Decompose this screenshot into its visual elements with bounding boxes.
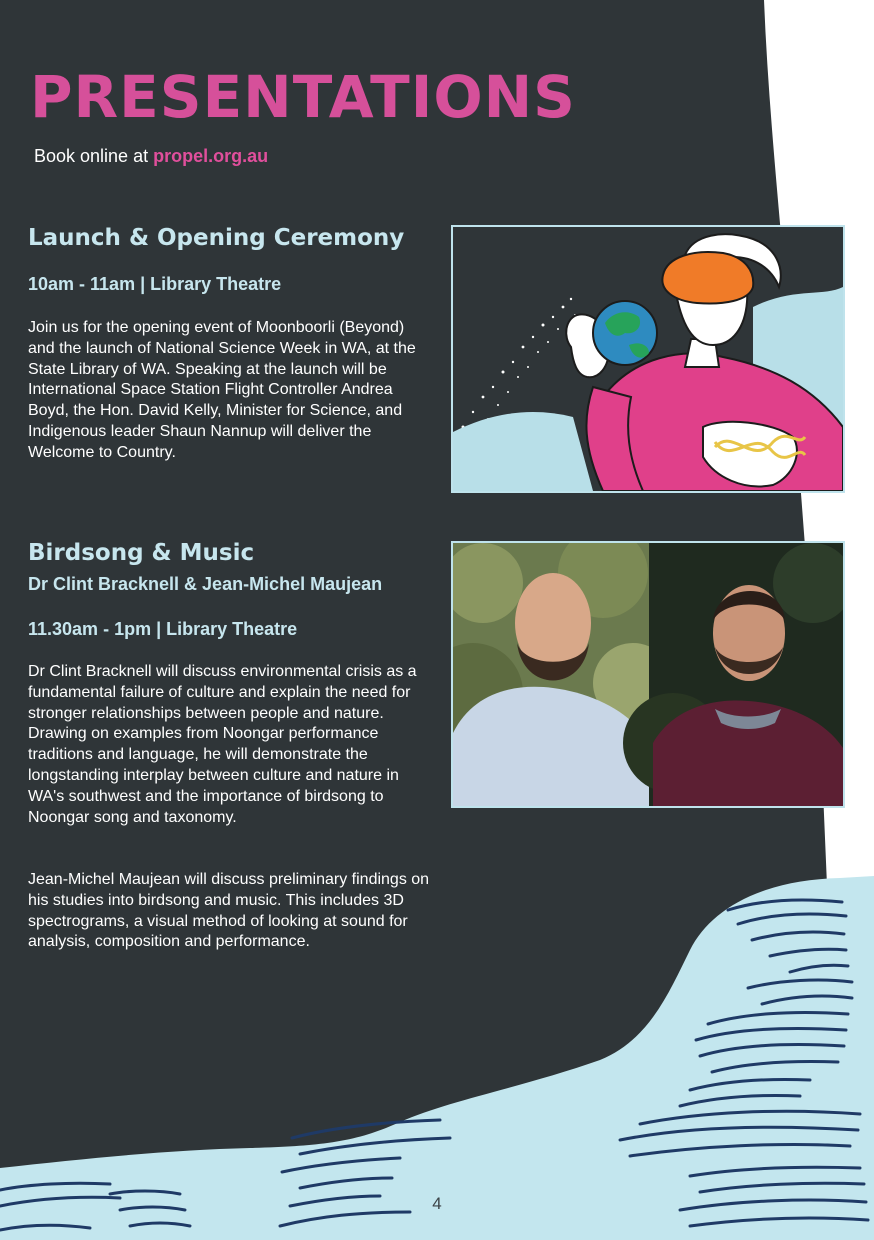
event-1-description: Join us for the opening event of Moonboorli (Beyond) and the launch of National Science Week in WA, at the State Library of WA. Speaking at the launch will be International Space Station Flight Controller Andrea Boyd, the Hon. David Kelly, Minister for Science, and Indigenous leader Shaun Nannup will deliver the Welcome to Country.: [28, 319, 416, 461]
event-2-description-1: Dr Clint Bracknell will discuss environmental crisis as a fundamental failure of culture and explain the need for stronger relationships between people and nature. Drawing on examples from Noongar performance traditions and language, he will demonstrate the longstanding interplay between culture and nature in WA's southwest and the importance of birdsong to Noongar song and taxonomy.: [28, 663, 417, 826]
speaker-photos: [451, 541, 845, 808]
launch-illustration: [451, 225, 845, 493]
vr-headset: [662, 252, 753, 303]
page-number: 4: [432, 1194, 442, 1213]
speaker-portraits: [453, 543, 843, 806]
booking-line: [34, 146, 268, 167]
booking-text: Book online at: [34, 146, 149, 166]
wave-left: [453, 412, 593, 491]
vr-person-illustration: [453, 227, 843, 491]
event-1-time: 10am - 11am | Library Theatre: [28, 274, 282, 294]
event-1-title: Launch & Opening Ceremony: [28, 225, 405, 251]
event-2-speakers: Dr Clint Bracknell & Jean-Michel Maujean: [28, 574, 383, 594]
booking-link[interactable]: propel.org.au: [153, 146, 269, 166]
page-title: PRESENTATIONS: [30, 63, 576, 131]
event-2-title: Birdsong & Music: [28, 540, 255, 566]
event-2-time: 11.30am - 1pm | Library Theatre: [28, 619, 298, 639]
event-2-description-2: Jean-Michel Maujean will discuss preliminary findings on his studies into birdsong and music. This includes 3D spectrograms, a visual method of looking at sound for analysis, composition and performance.: [28, 871, 430, 951]
